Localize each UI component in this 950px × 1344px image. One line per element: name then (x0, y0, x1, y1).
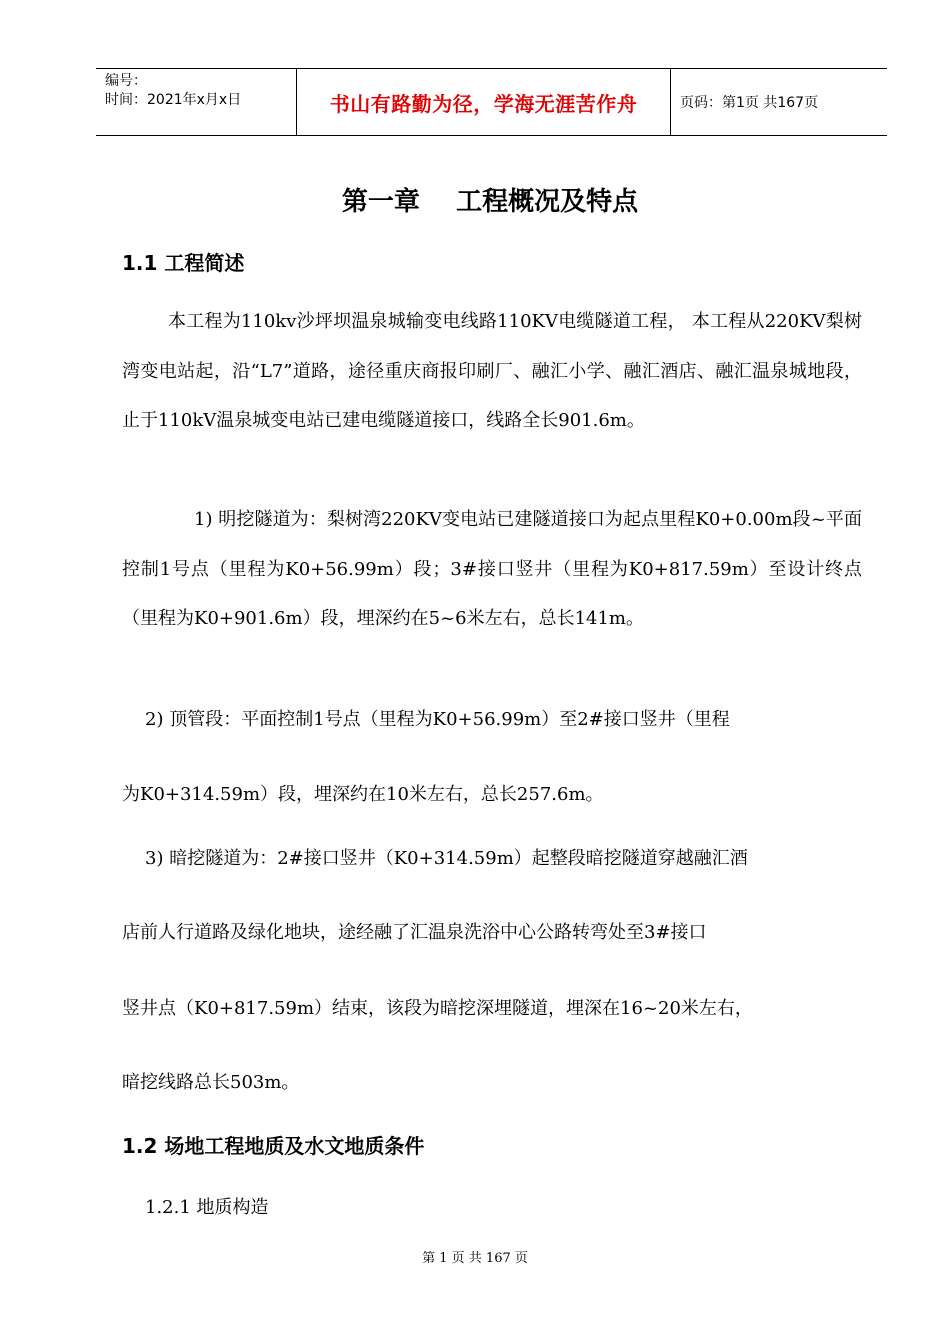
item-2-line-2: 为K0+314.59m）段，埋深约在10米左右，总长257.6m。 (122, 784, 604, 805)
subsection-title-1-2-1: 1.2.1 地质构造 (145, 1197, 269, 1218)
page-footer: 第 1 页 共 167 页 (422, 1251, 528, 1266)
header-page-info: 页码：第1页 共167页 (680, 95, 819, 111)
section-title-1-2: 1.2 场地工程地质及水文地质条件 (122, 1134, 425, 1158)
item-1-paragraph: 1) 明挖隧道为：梨树湾220KV变电站已建隧道接口为起点里程K0+0.00m段~平面控制1号点（里程为K0+56.99m）段；3#接口竖井（里程为K0+817.59m）至设计终点（里程为K0+901.6m）段，埋深约在5~6米左右，总长141m。 (122, 509, 862, 629)
intro-paragraph: 本工程为110kv沙坪坝温泉城输变电线路110KV电缆隧道工程， 本工程从220KV梨树湾变电站起，沿“L7”道路，途径重庆商报印刷厂、融汇小学、融汇酒店、融汇温泉城地段，止于110kV温泉城变电站已建电缆隧道接口，线路全长901.6m。 (122, 311, 862, 431)
header-meta (96, 69, 297, 135)
section-title-1-1: 1.1 工程简述 (122, 251, 245, 275)
document-header (96, 68, 887, 136)
chapter-title: 第一章 工程概况及特点 (341, 187, 639, 217)
item-3-line-3: 竖井点（K0+817.59m）结束，该段为暗挖深埋隧道，埋深在16~20米左右， (122, 998, 753, 1019)
document-number-label: 编号： (105, 73, 147, 89)
item-3-line-4: 暗挖线路总长503m。 (122, 1072, 300, 1093)
item-3-line-1: 3) 暗挖隧道为：2#接口竖井（K0+314.59m）起整段暗挖隧道穿越融汇酒 (145, 848, 748, 869)
header-motto: 书山有路勤为径，学海无涯苦作舟 (297, 69, 671, 135)
item-2-line-1: 2) 顶管段：平面控制1号点（里程为K0+56.99m）至2#接口竖井（里程 (145, 709, 730, 730)
document-time: 时间：2021年x月x日 (105, 92, 242, 108)
item-3-line-2: 店前人行道路及绿化地块，途经融了汇温泉洗浴中心公路转弯处至3#接口 (122, 922, 707, 943)
